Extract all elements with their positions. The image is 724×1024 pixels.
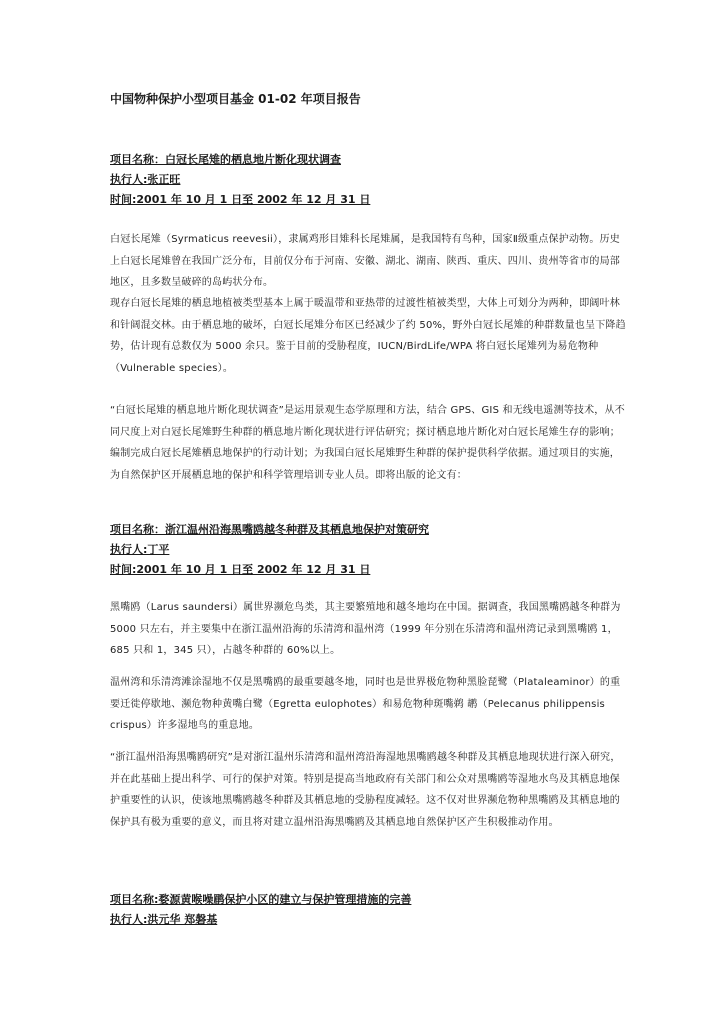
project-2-paragraph-2 [110, 672, 630, 737]
project-header-1 [110, 150, 630, 210]
paragraph: 温州湾和乐清湾滩涂湿地不仅是黑嘴鸥的最重要越冬地，同时也是世界极危物种黑脸琵鹭（Plataleaminor）的重要迁徙停歇地、濒危物种黄嘴白鹭（Egretta eulophotes）和易危物种斑嘴鹈 鹕（Pelecanus philippensis crispus）许多湿地鸟的重息地。 [110, 677, 621, 731]
project-executor: 执行人:丁平 [110, 543, 170, 556]
project-name: 项目名称:婺源黄喉噪鹛保护小区的建立与保护管理措施的完善 [110, 893, 412, 906]
project-1-paragraph-3 [110, 400, 630, 486]
paragraph: 白冠长尾雉（Syrmaticus reevesii），隶属鸡形目雉科长尾雉属，是我国特有鸟种，国家Ⅱ级重点保护动物。历史上白冠长尾雉曾在我国广泛分布，目前仅分布于河南、安徽、湖北、湖南、陕西、重庆、四川、贵州等省市的局部地区，且多数呈破碎的岛屿状分布。 [110, 234, 620, 288]
document-title: 中国物种保护小型项目基金 01-02 年项目报告 [110, 92, 361, 106]
project-name: 项目名称：白冠长尾雉的栖息地片断化现状调查 [110, 153, 341, 166]
project-header-2 [110, 520, 630, 580]
paragraph: 现存白冠长尾雉的栖息地植被类型基本上属于暖温带和亚热带的过渡性植被类型，大体上可划分为两种，即阔叶林和针阔混交林。由于栖息地的破坏，白冠长尾雉分布区已经减少了约 50%，野外白冠长尾雉的种群数量也呈下降趋势，估计现有总数仅为 5000 余只。鉴于目前的受胁程度，IUCN/BirdLife/WPA 将白冠长尾雉列为易危物种（Vulnerable species）。 [110, 298, 626, 374]
project-name: 项目名称：浙江温州沿海黑嘴鸥越冬种群及其栖息地保护对策研究 [110, 523, 429, 536]
project-2-paragraph-3 [110, 747, 630, 833]
project-executor: 执行人:张正旺 [110, 173, 181, 186]
project-header-3 [110, 890, 630, 930]
project-2-paragraph-1 [110, 597, 630, 662]
project-executor: 执行人:洪元华 郑磐基 [110, 913, 218, 926]
project-time: 时间:2001 年 10 月 1 日至 2002 年 12 月 31 日 [110, 193, 371, 206]
project-time: 时间:2001 年 10 月 1 日至 2002 年 12 月 31 日 [110, 563, 371, 576]
project-1-paragraph-1 [110, 229, 630, 294]
project-1-paragraph-2 [110, 293, 630, 379]
paragraph: “白冠长尾雉的栖息地片断化现状调查”是运用景观生态学原理和方法，结合 GPS、GIS 和无线电遥测等技术，从不同尺度上对白冠长尾雉野生种群的栖息地片断化现状进行评估研究；探讨栖息地片断化对白冠长尾雉生存的影响；编制完成白冠长尾雉栖息地保护的行动计划；为我国白冠长尾雉野生种群的保护提供科学依据。通过项目的实施，为自然保护区开展栖息地的保护和科学管理培训专业人员。即将出版的论文有： [110, 405, 625, 481]
paragraph: “浙江温州沿海黑嘴鸥研究”是对浙江温州乐清湾和温州湾沿海湿地黑嘴鸥越冬种群及其栖息地现状进行深入研究，并在此基础上提出科学、可行的保护对策。特别是提高当地政府有关部门和公众对黑嘴鸥等湿地水鸟及其栖息地保护重要性的认识，使该地黑嘴鸥越冬种群及其栖息地的受胁程度减轻。这不仅对世界濒危物种黑嘴鸥及其栖息地的保护具有极为重要的意义，而且将对建立温州沿海黑嘴鸥及其栖息地自然保护区产生积极推动作用。 [110, 752, 621, 828]
paragraph: 黑嘴鸥（Larus saundersi）属世界濒危鸟类，其主要繁殖地和越冬地均在中国。据调查，我国黑嘴鸥越冬种群为 5000 只左右，并主要集中在浙江温州沿海的乐清湾和温州湾（1999 年分别在乐清湾和温州湾记录到黑嘴鸥 1，685 只和 1，345 只），占越冬种群的 60%以上。 [110, 602, 621, 656]
